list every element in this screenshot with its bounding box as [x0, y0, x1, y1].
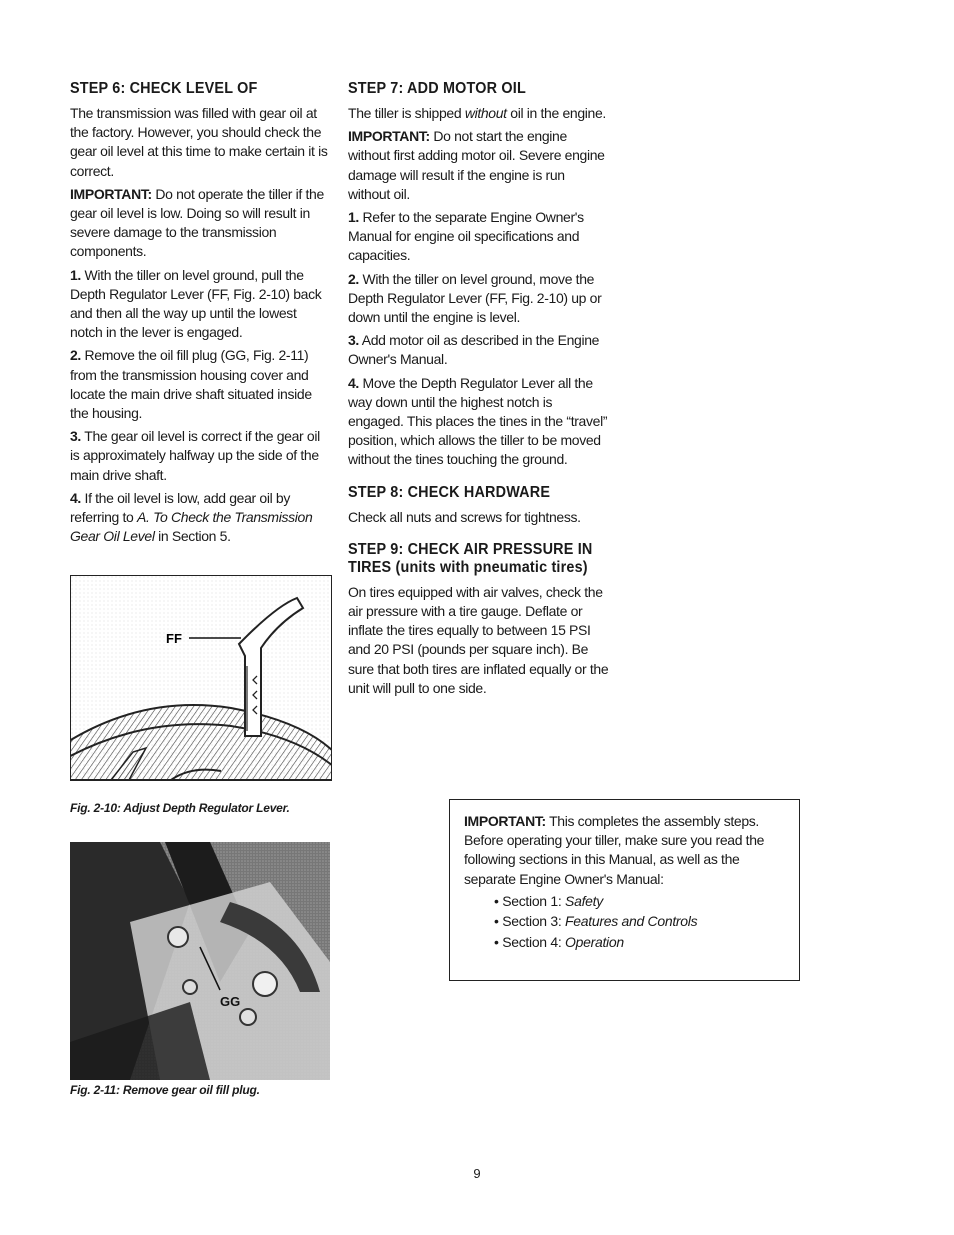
list-item: [494, 891, 785, 912]
step-7-heading: STEP 7: ADD MOTOR OIL: [348, 80, 526, 97]
item-text: With the tiller on level ground, pull the Depth Regulator Lever (FF, Fig. 2-10) back and then all the way up until the lowest notch in the lever is engaged.: [70, 266, 322, 341]
step-7-item-1: [348, 208, 610, 266]
item-number: 1.: [70, 266, 81, 283]
note-paragraph: [464, 812, 785, 889]
step-8-heading: STEP 8: CHECK HARDWARE: [348, 483, 551, 501]
item-number: 1.: [348, 209, 359, 226]
step-6-heading: STEP 6: CHECK LEVEL OF: [70, 80, 258, 97]
list-item: [494, 932, 785, 953]
item-text: Refer to the separate Engine Owner's Manual for engine oil specifications and capacities.: [348, 209, 584, 264]
item-number: 3.: [348, 332, 359, 349]
step-9-heading-line-2: TIRES (units with pneumatic tires): [348, 558, 588, 576]
step-6-item-2: [70, 346, 332, 423]
figure-2-10-illustration: [70, 575, 332, 781]
important-note-box: [449, 799, 800, 981]
item-text: The gear oil level is correct if the gear oil is approximately halfway up the side of the main drive shaft.: [70, 428, 320, 483]
intro-text: The tiller is shipped: [348, 105, 465, 121]
item-number: 2.: [348, 270, 359, 287]
item-number: 3.: [70, 428, 81, 445]
section-title: Operation: [565, 933, 624, 950]
step-6-item-1: [70, 266, 332, 343]
step-9-heading-line-1: STEP 9: CHECK AIR PRESSURE IN: [348, 540, 593, 558]
oil-fill-plug-photo: [70, 842, 330, 1080]
section-prefix: • Section 1:: [494, 892, 566, 909]
step-6-item-3: [70, 427, 332, 485]
item-text: Add motor oil as described in the Engine Owner's Manual.: [348, 332, 600, 368]
step-6-important: [70, 185, 332, 262]
figure-2-11-caption: Fig. 2-11: Remove gear oil fill plug.: [70, 1083, 260, 1097]
step-9-text: On tires equipped with air valves, check the air pressure with a tire gauge. Deflate or inflate the tires equally to between 15 PSI and 20 PSI (pounds per square inch). Be sure that both tires are inflated equally or the unit will pull to one side.: [348, 583, 609, 696]
step-7-important: [348, 127, 610, 204]
item-text: If the oil level is low, add gear oil by referring to: [70, 489, 290, 526]
figure-2-11-photo: [70, 842, 330, 1080]
important-text: Do not operate the tiller if the gear oil level is low. Doing so will result in severe damage to the transmission components.: [70, 185, 324, 260]
emphasis-text: without: [464, 105, 507, 121]
important-label: IMPORTANT:: [464, 813, 546, 829]
item-text: With the tiller on level ground, move the Depth Regulator Lever (FF, Fig. 2-10) up or down until the engine is level.: [348, 270, 602, 326]
section-prefix: • Section 3:: [494, 913, 566, 930]
step-7-item-2: [348, 270, 610, 328]
important-label: IMPORTANT:: [348, 128, 430, 145]
step-6-item-4: [70, 489, 332, 547]
steps-7-9-section: [348, 80, 610, 702]
section-title: Safety: [565, 892, 603, 909]
list-item: [494, 911, 785, 932]
step-7-item-4: [348, 374, 610, 470]
important-text: Do not start the engine without first adding motor oil. Severe engine damage will result if the engine is run without oil.: [348, 128, 605, 202]
step-6-intro: The transmission was filled with gear oil at the factory. However, you should check the gear oil level at this time to make certain it is correct.: [70, 105, 328, 179]
item-text: Move the Depth Regulator Lever all the way down until the highest notch is engaged. This places the tines in the “travel” position, which allows the tiller to be moved without the tines touching the ground.: [348, 374, 608, 468]
section-prefix: • Section 4:: [494, 933, 566, 950]
intro-text: oil in the engine.: [506, 105, 606, 121]
cross-reference: A. To Check the Transmission Gear Oil Level: [70, 509, 313, 545]
item-number: 4.: [348, 374, 359, 391]
label-ff: FF: [166, 631, 182, 646]
section-list: [464, 891, 785, 953]
step-6-section: [70, 80, 332, 550]
step-8-text: Check all nuts and screws for tightness.: [348, 508, 581, 525]
figure-2-10-caption: Fig. 2-10: Adjust Depth Regulator Lever.: [70, 801, 290, 815]
section-title: Features and Controls: [565, 913, 698, 930]
step-7-intro: [348, 104, 610, 123]
item-text: in Section 5.: [154, 528, 231, 545]
step-7-item-3: [348, 331, 610, 369]
note-text: This completes the assembly steps. Before operating your tiller, make sure you read the following sections in this Manual, as well as the separate Engine Owner's Manual:: [464, 813, 765, 887]
item-number: 4.: [70, 489, 81, 506]
page-number: 9: [473, 1166, 481, 1181]
important-label: IMPORTANT:: [70, 185, 152, 202]
label-gg: GG: [220, 994, 241, 1009]
depth-regulator-lever-drawing: [71, 576, 331, 780]
item-text: Remove the oil fill plug (GG, Fig. 2-11) from the transmission housing cover and locate the main drive shaft situated inside the housing.: [70, 347, 312, 422]
item-number: 2.: [70, 347, 81, 364]
